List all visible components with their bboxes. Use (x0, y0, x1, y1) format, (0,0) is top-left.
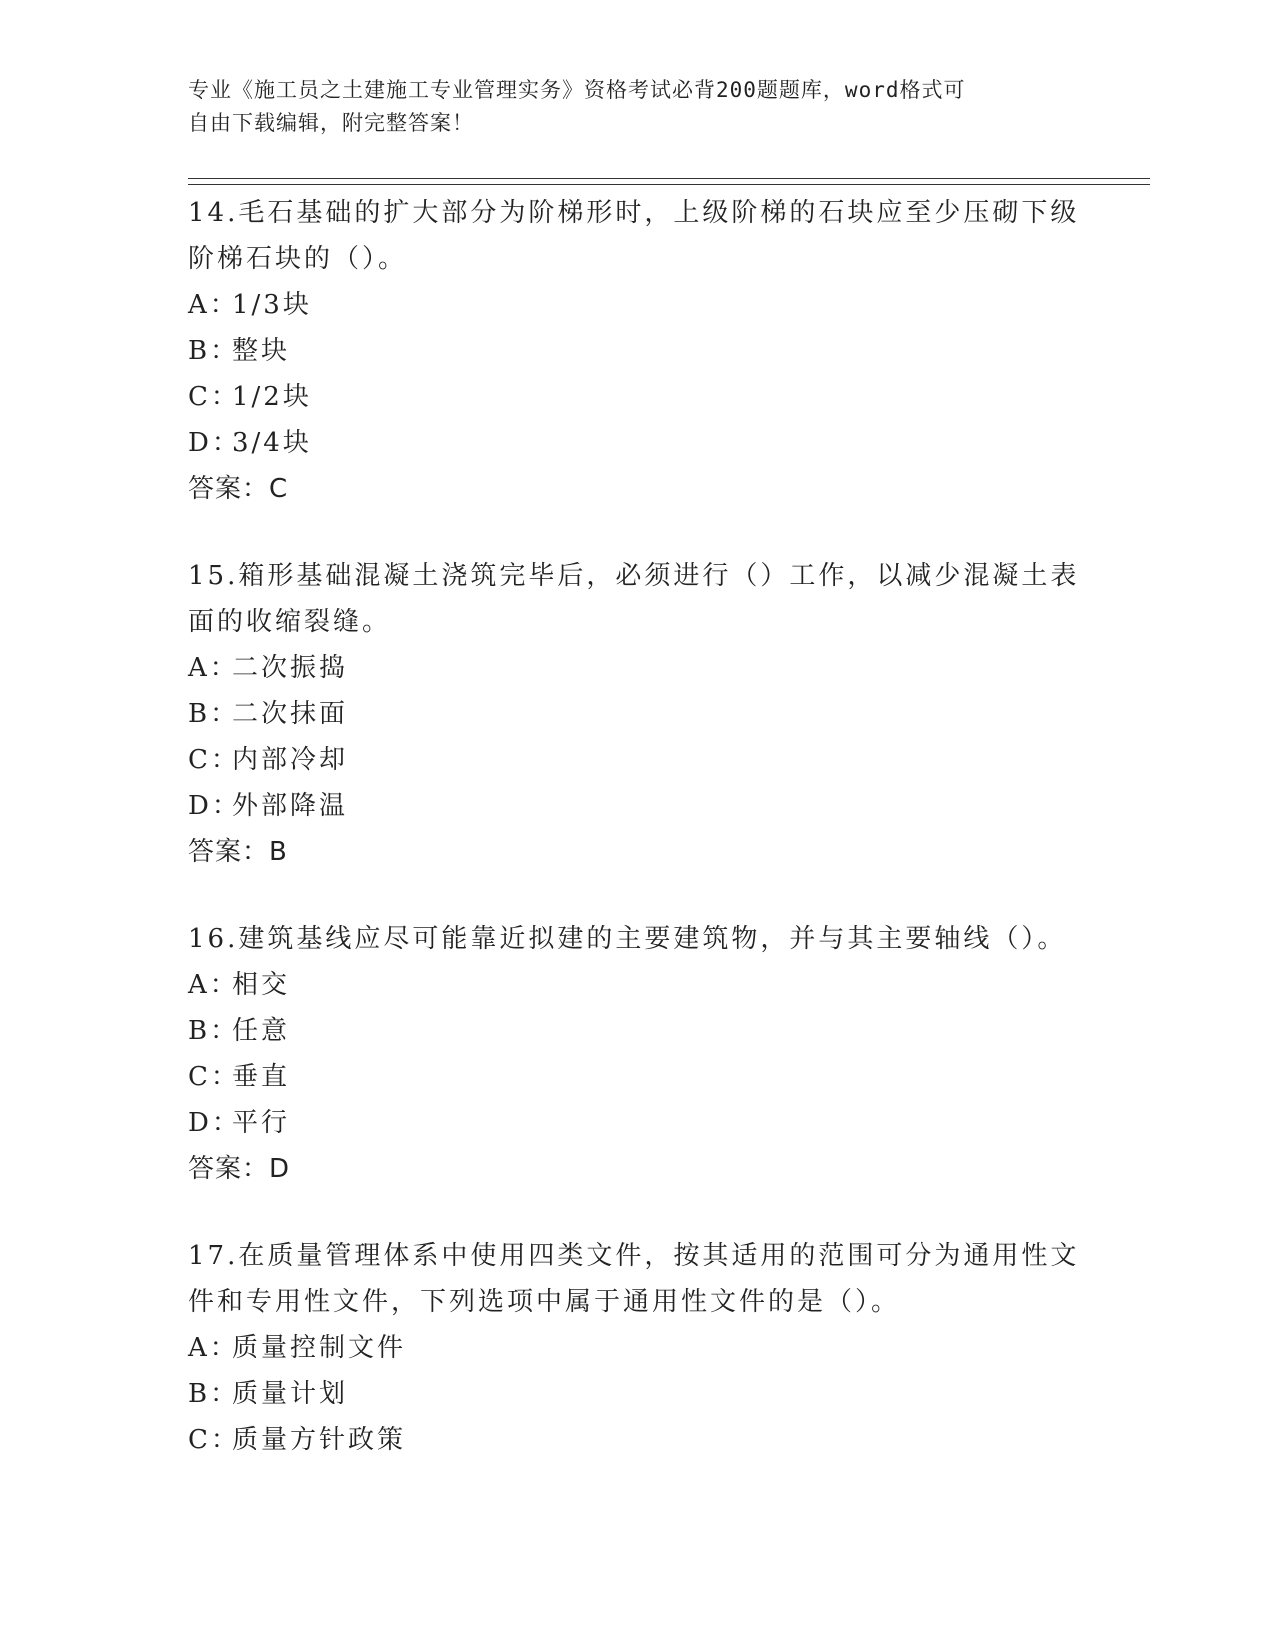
option-text: 质量控制文件 (232, 1333, 407, 1363)
option-b (188, 691, 1088, 737)
option-text: 质量计划 (232, 1379, 349, 1409)
option-a (188, 1325, 1088, 1371)
document-header (188, 74, 1088, 140)
option-c (188, 374, 1088, 420)
answer-line: 答案：C (188, 474, 289, 504)
option-label: A： (188, 970, 239, 1000)
header-divider-top (188, 178, 1150, 179)
option-text: 任意 (232, 1016, 291, 1046)
question-15 (188, 553, 1088, 875)
option-b (188, 1371, 1088, 1417)
option-label: A： (188, 653, 239, 683)
option-b (188, 328, 1088, 374)
option-c (188, 1417, 1088, 1463)
option-d (188, 783, 1088, 829)
option-label: A： (188, 1333, 239, 1363)
option-label: B： (188, 699, 240, 729)
option-label: D： (188, 428, 241, 458)
header-line-2: 自由下载编辑，附完整答案！ (188, 111, 474, 135)
option-label: D： (188, 791, 241, 821)
option-label: C： (188, 745, 240, 775)
option-label: C： (188, 1425, 240, 1455)
option-text: 1/3块 (232, 290, 312, 320)
option-text: 外部降温 (232, 791, 349, 821)
option-a (188, 962, 1088, 1008)
option-label: A： (188, 290, 239, 320)
option-d (188, 420, 1088, 466)
option-text: 平行 (232, 1108, 291, 1138)
question-16 (188, 916, 1088, 1192)
header-line-1: 专业《施工员之土建施工专业管理实务》资格考试必背200题题库，word格式可 (188, 78, 966, 102)
option-text: 质量方针政策 (232, 1425, 407, 1455)
option-b (188, 1008, 1088, 1054)
question-stem-line: 阶梯石块的（）。 (188, 244, 408, 274)
question-stem-line: 15.箱形基础混凝土浇筑完毕后，必须进行（）工作，以减少混凝土表 (188, 561, 1080, 591)
option-label: D： (188, 1108, 241, 1138)
question-stem-line: 件和专用性文件，下列选项中属于通用性文件的是（）。 (188, 1287, 901, 1317)
option-text: 1/2块 (232, 382, 312, 412)
question-14 (188, 190, 1088, 512)
option-label: C： (188, 1062, 240, 1092)
answer-line: 答案：D (188, 1154, 291, 1184)
question-stem-line: 14.毛石基础的扩大部分为阶梯形时，上级阶梯的石块应至少压砌下级 (188, 198, 1080, 228)
question-stem-line: 面的收缩裂缝。 (188, 607, 392, 637)
option-text: 垂直 (232, 1062, 291, 1092)
option-text: 相交 (232, 970, 291, 1000)
option-label: B： (188, 1016, 240, 1046)
option-text: 内部冷却 (232, 745, 349, 775)
question-17 (188, 1233, 1088, 1463)
header-divider-bottom (188, 184, 1150, 185)
option-text: 二次振捣 (232, 653, 349, 683)
option-a (188, 282, 1088, 328)
option-c (188, 1054, 1088, 1100)
option-label: B： (188, 1379, 240, 1409)
option-text: 整块 (232, 336, 291, 366)
option-text: 二次抹面 (232, 699, 349, 729)
option-label: C： (188, 382, 240, 412)
question-stem-line: 17.在质量管理体系中使用四类文件，按其适用的范围可分为通用性文 (188, 1241, 1080, 1271)
option-c (188, 737, 1088, 783)
option-label: B： (188, 336, 240, 366)
option-text: 3/4块 (232, 428, 312, 458)
question-stem-line: 16.建筑基线应尽可能靠近拟建的主要建筑物，并与其主要轴线（）。 (188, 924, 1067, 954)
answer-line: 答案：B (188, 837, 288, 867)
option-d (188, 1100, 1088, 1146)
option-a (188, 645, 1088, 691)
